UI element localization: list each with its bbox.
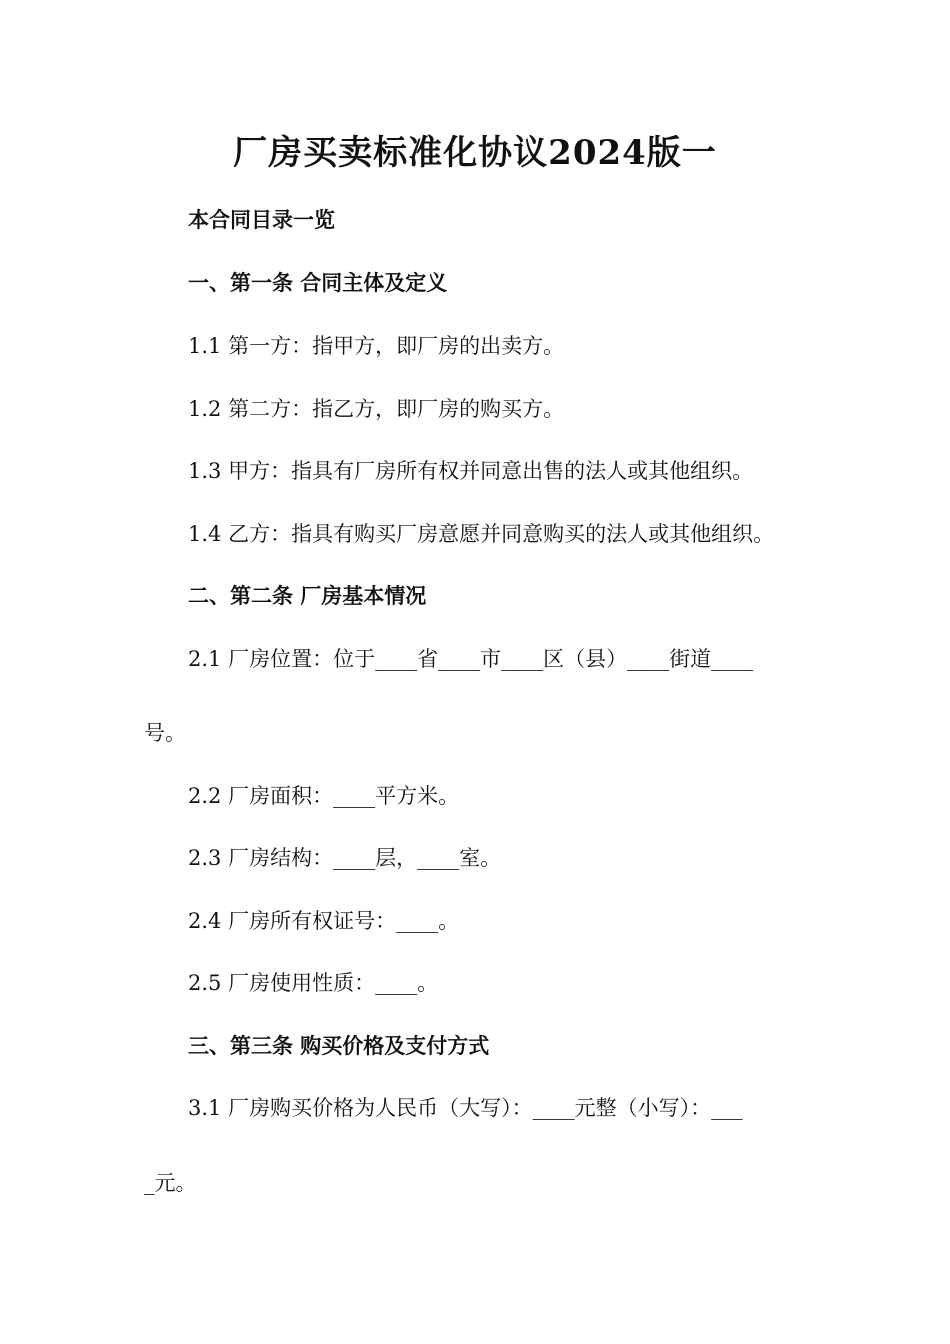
document-title: 厂房买卖标准化协议2024版一 — [233, 133, 717, 173]
section-heading-1: 一、第一条 合同主体及定义 — [188, 270, 448, 295]
clause-2-2: 2.2 厂房面积：____平方米。 — [188, 784, 460, 808]
clause-1-3: 1.3 甲方：指具有厂房所有权并同意出售的法人或其他组织。 — [188, 459, 754, 483]
clause-2-1-continuation: 号。 — [144, 721, 186, 745]
clause-1-1: 1.1 第一方：指甲方，即厂房的出卖方。 — [188, 334, 565, 358]
clause-1-2: 1.2 第二方：指乙方，即厂房的购买方。 — [188, 397, 565, 421]
clause-3-1-continuation: _元。 — [144, 1171, 197, 1195]
clause-2-3: 2.3 厂房结构：____层，____室。 — [188, 846, 502, 870]
clause-2-4: 2.4 厂房所有权证号：____。 — [188, 909, 460, 933]
section-heading-3: 三、第三条 购买价格及支付方式 — [188, 1033, 490, 1058]
toc-heading: 本合同目录一览 — [188, 207, 335, 232]
clause-3-1: 3.1 厂房购买价格为人民币（大写）：____元整（小写）：___ — [188, 1096, 743, 1120]
section-heading-2: 二、第二条 厂房基本情况 — [188, 583, 427, 608]
clause-2-5: 2.5 厂房使用性质：____。 — [188, 971, 439, 995]
clause-1-4: 1.4 乙方：指具有购买厂房意愿并同意购买的法人或其他组织。 — [188, 522, 775, 546]
clause-2-1: 2.1 厂房位置：位于____省____市____区（县）____街道____ — [188, 647, 754, 671]
